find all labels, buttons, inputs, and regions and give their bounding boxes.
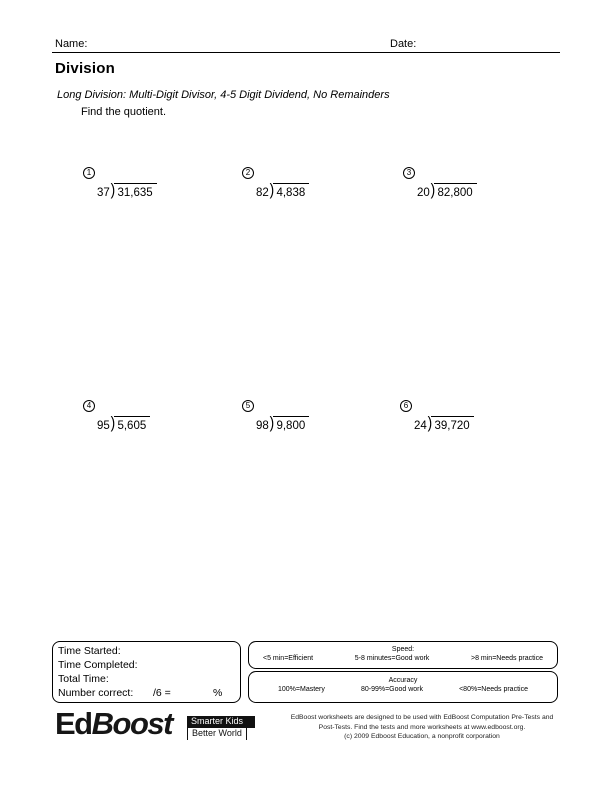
dividend: 9,800 xyxy=(273,416,309,432)
problem-number-badge: 2 xyxy=(242,167,254,179)
divisor: 24 xyxy=(414,420,427,432)
division-bracket-icon: ) xyxy=(430,180,435,199)
accuracy-rating-box xyxy=(248,671,558,703)
problem-number-badge: 4 xyxy=(83,400,95,412)
divisor: 98 xyxy=(256,420,269,432)
name-label: Name: xyxy=(55,38,88,50)
logo-boost-text: Boost xyxy=(91,706,172,741)
accuracy-item-needs-practice: <80%=Needs practice xyxy=(459,686,528,693)
name-date-line xyxy=(52,52,560,53)
divisor: 37 xyxy=(97,187,110,199)
copyright-line-1: EdBoost worksheets are designed to be used with EdBoost Computation Pre-Tests and xyxy=(290,714,554,721)
problem-1 xyxy=(83,167,157,201)
accuracy-item-mastery: 100%=Mastery xyxy=(278,686,325,693)
tagline-better-world: Better World xyxy=(187,728,247,740)
division-bracket-icon: ) xyxy=(110,180,115,199)
logo-tagline xyxy=(187,716,255,740)
division-expression xyxy=(417,182,477,199)
instruction-text: Find the quotient. xyxy=(81,106,167,118)
speed-title: Speed: xyxy=(391,646,415,653)
score-percent-sign: % xyxy=(213,687,223,699)
edboost-logo xyxy=(55,706,172,742)
problem-number-badge: 6 xyxy=(400,400,412,412)
accuracy-item-good-work: 80-99%=Good work xyxy=(360,686,424,693)
speed-item-needs-practice: >8 min=Needs practice xyxy=(471,655,543,662)
date-label: Date: xyxy=(390,38,417,50)
logo-ed-text: Ed xyxy=(55,706,92,741)
problem-2 xyxy=(242,167,309,201)
dividend: 31,635 xyxy=(114,183,156,199)
divisor: 20 xyxy=(417,187,430,199)
dividend: 39,720 xyxy=(431,416,473,432)
problem-3 xyxy=(403,167,477,201)
accuracy-scale xyxy=(249,685,557,695)
problem-6 xyxy=(400,400,474,434)
number-correct-line xyxy=(58,686,240,700)
speed-item-efficient: <5 min=Efficient xyxy=(263,655,314,662)
problem-number-badge: 5 xyxy=(242,400,254,412)
page-title: Division xyxy=(55,60,115,77)
dividend: 82,800 xyxy=(434,183,476,199)
copyright-line-3: (c) 2009 Edboost Education, a nonprofit corporation xyxy=(344,733,500,740)
speed-rating-box xyxy=(248,641,558,669)
division-bracket-icon: ) xyxy=(427,413,432,432)
dividend: 5,605 xyxy=(114,416,150,432)
division-expression xyxy=(414,415,474,432)
divisor: 95 xyxy=(97,420,110,432)
time-tracking-box xyxy=(52,641,241,703)
speed-scale xyxy=(249,654,557,664)
time-completed-label: Time Completed: xyxy=(58,659,138,671)
division-expression xyxy=(97,182,157,199)
problem-number-badge: 3 xyxy=(403,167,415,179)
worksheet-subtitle: Long Division: Multi-Digit Divisor, 4-5 Digit Dividend, No Remainders xyxy=(57,89,390,101)
dividend: 4,838 xyxy=(273,183,309,199)
time-started-label: Time Started: xyxy=(58,645,121,657)
copyright-block xyxy=(283,713,561,742)
division-bracket-icon: ) xyxy=(269,180,274,199)
copyright-line-2: Post-Tests. Find the tests and more worksheets at www.edboost.org. xyxy=(318,723,526,731)
division-bracket-icon: ) xyxy=(269,413,274,432)
score-fraction: /6 = xyxy=(153,687,171,699)
total-time-label: Total Time: xyxy=(58,673,109,685)
division-bracket-icon: ) xyxy=(110,413,115,432)
tagline-smarter-kids: Smarter Kids xyxy=(187,716,255,728)
problem-number-badge: 1 xyxy=(83,167,95,179)
number-correct-label: Number correct: xyxy=(58,687,134,699)
divisor: 82 xyxy=(256,187,269,199)
division-expression xyxy=(256,415,309,432)
problem-4 xyxy=(83,400,150,434)
problem-5 xyxy=(242,400,309,434)
division-expression xyxy=(256,182,309,199)
division-expression xyxy=(97,415,150,432)
speed-item-good-work: 5-8 minutes=Good work xyxy=(354,655,430,662)
accuracy-title: Accuracy xyxy=(388,677,418,684)
